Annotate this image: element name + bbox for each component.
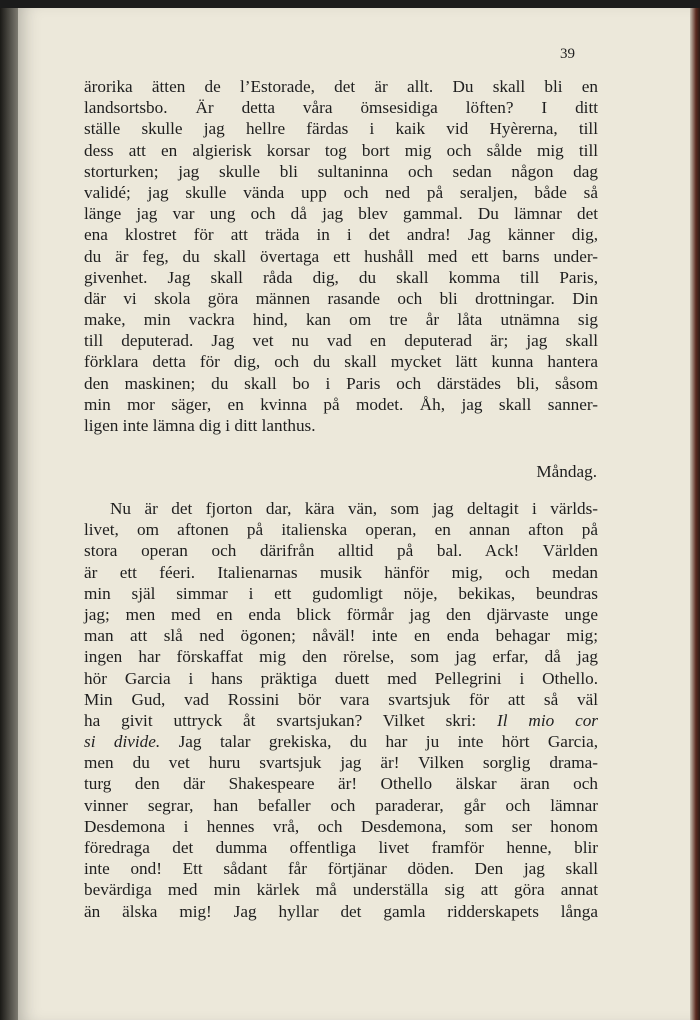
text-line: jag; men med en enda blick förmår jag den djärvaste unge (84, 604, 598, 624)
binding-shadow (0, 8, 18, 1020)
text-line-with-italic (84, 710, 598, 731)
text-line: Nu är det fjorton dar, kära vän, som jag deltagit i världs- (110, 499, 598, 518)
text-line: min själ simmar i ett gudomligt nöje, bekikas, beundras (84, 583, 598, 603)
paragraph-1 (84, 76, 598, 436)
text-line: ingen har förskaffat mig den rörelse, som jag erfar, då jag (84, 647, 598, 667)
text-line: livet, om aftonen på italienska operan, en annan afton på (84, 520, 598, 540)
text-line: den maskinen; du skall bo i Paris och därstädes bli, såsom (84, 373, 598, 393)
text-segment: Jag talar grekiska, du har ju inte hört Garcia, (178, 732, 598, 752)
text-line: du är feg, du skall övertaga ett hushåll med ett barns under- (84, 246, 598, 266)
text-line: hör Garcia i hans präktiga duett med Pellegrini i Othello. (84, 668, 598, 688)
text-line: min mor säger, en kvinna på modet. Åh, jag skall sanner- (84, 394, 598, 414)
page-right-edge (690, 8, 700, 1020)
text-line: stora operan och därifrån alltid på bal. Ack! Världen (84, 541, 598, 561)
text-line: där vi skola göra männen rasande och bli drottningar. Din (84, 288, 598, 308)
text-line: bevärdiga med min kärlek må underställa sig att göra annat (84, 880, 598, 900)
text-line: dess att en algierisk korsar tog bort mig och sålde mig till (84, 140, 598, 160)
text-line: föredraga det dumma offentliga livet framför henne, blir (84, 838, 598, 857)
text-line: inte ond! Ett sådant får förtjänar döden. Den jag skall (84, 859, 598, 879)
text-line: turg den där Shakespeare är! Othello älskar äran och (84, 774, 598, 794)
section-heading-date: Måndag. (536, 462, 597, 481)
text-line: Min Gud, vad Rossini bör vara svartsjuk för att så väl (84, 689, 598, 709)
text-line: Desdemona i hennes vrå, och Desdemona, som ser honom (84, 816, 598, 836)
text-line: till deputerad. Jag vet nu vad en deputerad är; jag skall (84, 331, 598, 351)
page-number: 39 (560, 46, 575, 62)
text-line: man att slå ned ögonen; nåväl! inte en enda behagar mig; (84, 626, 598, 646)
scan-top-edge (0, 0, 700, 8)
italic-quote: si divide. (84, 732, 161, 752)
text-line: ligen inte lämna dig i ditt lanthus. (84, 416, 316, 435)
text-line: vinner segrar, han befaller och paraderar, går och lämnar (84, 795, 598, 815)
text-line: givenhet. Jag skall råda dig, du skall komma till Paris, (84, 267, 598, 287)
paragraph-2 (84, 498, 598, 922)
text-line: ärorika ätten de l’Estorade, det är allt. Du skall bli en (84, 77, 598, 96)
text-segment: ha givit uttryck åt svartsjukan? Vilket skri: (84, 710, 477, 730)
text-line: är ett féeri. Italienarnas musik hänför mig, och medan (84, 562, 598, 582)
text-line: storturken; jag skulle bli sultaninna och sedan någon dag (84, 161, 598, 181)
italic-quote: Il mio cor (497, 710, 598, 730)
text-line: make, min vackra hind, kan om tre år låta utnämna sig (84, 310, 598, 330)
text-line: än älska mig! Jag hyllar det gamla ridderskapets långa (84, 901, 598, 921)
text-line: ställe skulle jag hellre färdas i kaik vid Hyèrerna, till (84, 119, 598, 139)
text-line: landsortsbo. Är detta våra ömsesidiga löften? I ditt (84, 98, 598, 118)
text-line: förklara detta för dig, och du skall mycket lätt kunna hantera (84, 352, 598, 372)
text-line: ena klostret för att träda in i det andra! Jag känner dig, (84, 225, 598, 245)
text-line: men du vet huru svartsjuk jag är! Vilken sorglig drama- (84, 753, 598, 773)
text-line: länge jag var ung och då jag blev gammal. Du lämnar det (84, 204, 598, 224)
text-line: validé; jag skulle vända upp och ned på seraljen, både så (84, 182, 598, 202)
text-line-with-italic (84, 731, 598, 752)
